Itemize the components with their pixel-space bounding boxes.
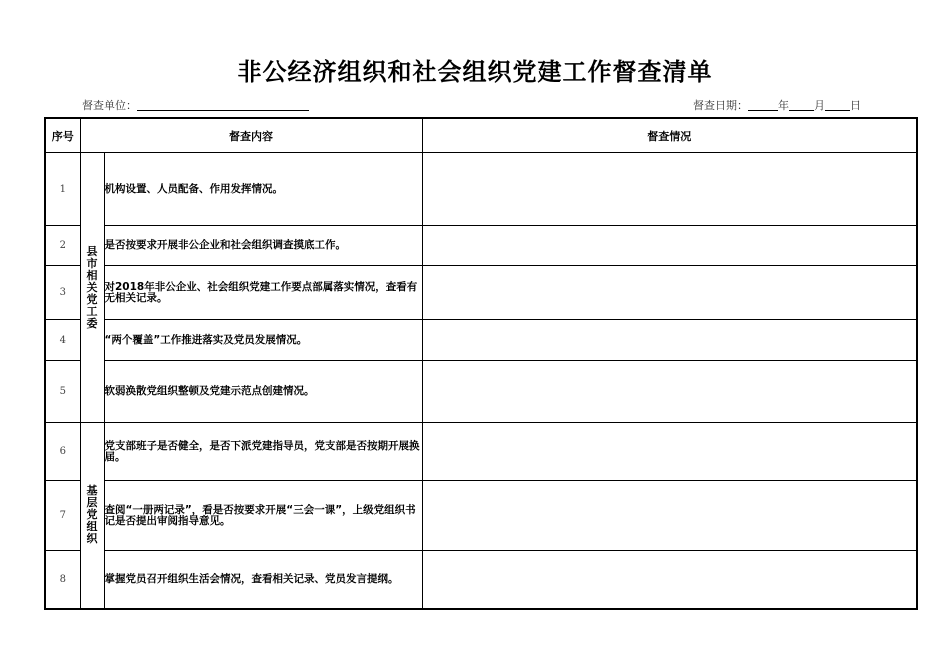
header-row xyxy=(45,118,917,153)
group-label-county-committee: 县 市 相 关 党 工 委 xyxy=(80,153,104,423)
row-index: 4 xyxy=(45,320,80,361)
row-status-cell[interactable] xyxy=(422,481,917,551)
row-index: 2 xyxy=(45,226,80,266)
day-blank[interactable] xyxy=(825,99,850,111)
row-index: 1 xyxy=(45,153,80,226)
inspection-date-label: 督查日期： xyxy=(693,99,748,112)
month-blank[interactable] xyxy=(789,99,814,111)
row-content: 软弱涣散党组织整顿及党建示范点创建情况。 xyxy=(104,361,422,423)
table-row xyxy=(45,266,917,320)
table-row xyxy=(45,551,917,609)
row-index: 8 xyxy=(45,551,80,609)
row-status-cell[interactable] xyxy=(422,266,917,320)
row-index: 6 xyxy=(45,423,80,481)
row-content: 是否按要求开展非公企业和社会组织调查摸底工作。 xyxy=(104,226,422,266)
row-status-cell[interactable] xyxy=(422,361,917,423)
row-index: 3 xyxy=(45,266,80,320)
month-label: 月 xyxy=(814,99,825,112)
header-status: 督查情况 xyxy=(422,118,917,153)
row-content: “两个覆盖”工作推进落实及党员发展情况。 xyxy=(104,320,422,361)
row-content: 查阅“一册两记录”，看是否按要求开展“三会一课”，上级党组织书记是否提出审阅指导意见。 xyxy=(104,481,422,551)
row-index: 5 xyxy=(45,361,80,423)
table-row xyxy=(45,153,917,226)
row-status-cell[interactable] xyxy=(422,226,917,266)
group-label-grassroots-org: 基 层 党 组 织 xyxy=(80,423,104,609)
row-status-cell[interactable] xyxy=(422,423,917,481)
table-row xyxy=(45,361,917,423)
row-status-cell[interactable] xyxy=(422,551,917,609)
table-row xyxy=(45,320,917,361)
header-index: 序号 xyxy=(45,118,80,153)
row-content: 对2018年非公企业、社会组织党建工作要点部属落实情况，查看有无相关记录。 xyxy=(104,266,422,320)
page-title: 非公经济组织和社会组织党建工作督查清单 xyxy=(237,58,713,86)
inspection-date-line xyxy=(693,97,861,113)
inspection-unit-blank[interactable] xyxy=(137,99,309,111)
inspection-unit-line xyxy=(82,97,309,113)
table-row xyxy=(45,423,917,481)
row-status-cell[interactable] xyxy=(422,153,917,226)
inspection-unit-label: 督查单位： xyxy=(82,99,137,112)
row-content: 党支部班子是否健全，是否下派党建指导员，党支部是否按期开展换届。 xyxy=(104,423,422,481)
checklist-table xyxy=(44,117,918,610)
table-row xyxy=(45,481,917,551)
year-label: 年 xyxy=(778,99,789,112)
row-status-cell[interactable] xyxy=(422,320,917,361)
row-content: 机构设置、人员配备、作用发挥情况。 xyxy=(104,153,422,226)
row-index: 7 xyxy=(45,481,80,551)
row-content: 掌握党员召开组织生活会情况，查看相关记录、党员发言提纲。 xyxy=(104,551,422,609)
year-blank[interactable] xyxy=(748,99,778,111)
day-label: 日 xyxy=(850,99,861,112)
header-content: 督查内容 xyxy=(80,118,422,153)
table-row xyxy=(45,226,917,266)
